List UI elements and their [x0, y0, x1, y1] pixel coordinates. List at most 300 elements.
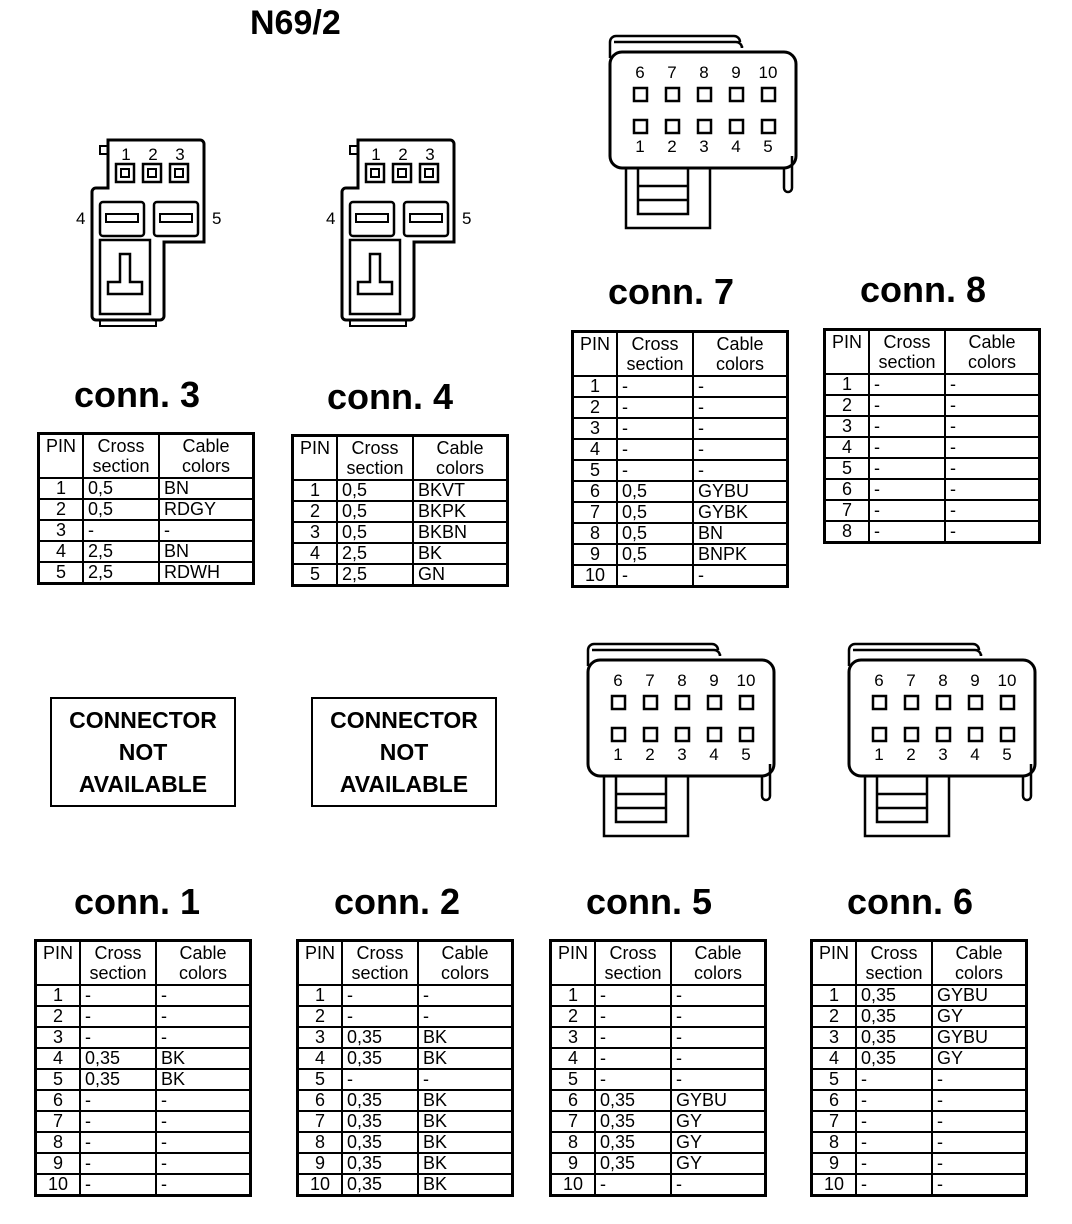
pin-label: 2: [906, 745, 916, 764]
pin-cell: 7: [36, 1111, 81, 1132]
table-row: [298, 1132, 513, 1153]
cross-section-cell: 2,5: [337, 543, 413, 564]
cross-section-cell: -: [80, 1111, 156, 1132]
pin-cell: 9: [551, 1153, 596, 1174]
cross-section-cell: -: [80, 985, 156, 1006]
pin-label: 2: [148, 145, 158, 164]
cross-section-cell: 0,35: [595, 1111, 671, 1132]
cable-color-cell: -: [671, 1069, 766, 1090]
table-row: [298, 1174, 513, 1196]
cable-color-cell: BN: [159, 478, 254, 499]
pin-label: 10: [736, 671, 756, 690]
pin-label: 2: [667, 137, 677, 156]
connector-4-drawing: [320, 132, 480, 332]
cross-section-cell: -: [856, 1090, 932, 1111]
pin-cell: 3: [573, 418, 618, 439]
pin-label: 10: [758, 63, 778, 82]
table-row: [298, 1090, 513, 1111]
cable-colors-header: Cable colors: [671, 941, 766, 986]
cable-color-cell: -: [156, 1006, 251, 1027]
pin-cell: 10: [309, 1174, 331, 1194]
cable-color-cell: -: [693, 565, 788, 587]
pin-cell: 4: [293, 543, 338, 564]
cable-color-cell: -: [671, 1006, 766, 1027]
pin-label: 4: [709, 745, 719, 764]
conn4-table: [291, 434, 509, 587]
cross-section-cell: 2,5: [83, 541, 159, 562]
table-row: [551, 1069, 766, 1090]
cable-color-cell: -: [671, 1048, 766, 1069]
pin-cell: 5: [551, 1069, 596, 1090]
conn2-not-available: [311, 697, 497, 807]
cross-section-cell: -: [80, 1153, 156, 1174]
pin-cell: 3: [812, 1027, 857, 1048]
cross-section-cell: -: [869, 374, 945, 395]
pin-cell: 4: [36, 1048, 81, 1069]
conn5-table: [549, 939, 767, 1197]
table-header-row: [573, 332, 788, 377]
conn2-table: [296, 939, 514, 1197]
pin-label: 3: [425, 145, 435, 164]
table-row: [36, 1153, 251, 1174]
pin-cell: 3: [39, 520, 84, 541]
table-row: [39, 562, 254, 584]
pin-label: 1: [371, 145, 381, 164]
table-row: [298, 1111, 513, 1132]
table-row: [825, 437, 1040, 458]
pin-header: PIN: [551, 941, 596, 986]
cross-section-cell: -: [80, 1006, 156, 1027]
pin-cell: 10: [823, 1174, 845, 1194]
cable-color-cell: -: [932, 1174, 1027, 1196]
cable-color-cell: BNPK: [693, 544, 788, 565]
pin-cell: 4: [573, 439, 618, 460]
conn7-table: [571, 330, 789, 588]
cable-colors-header: Cable colors: [156, 941, 251, 986]
cross-section-cell: 0,5: [617, 502, 693, 523]
cross-section-cell: 0,35: [856, 1027, 932, 1048]
cross-section-cell: -: [856, 1111, 932, 1132]
cable-color-cell: -: [932, 1132, 1027, 1153]
table-row: [573, 565, 788, 587]
table-row: [36, 1132, 251, 1153]
cross-section-cell: 0,5: [617, 481, 693, 502]
cross-section-cell: 0,5: [337, 522, 413, 543]
cable-color-cell: -: [156, 1090, 251, 1111]
conn2-title: conn. 2: [334, 881, 461, 922]
pin-label: 9: [970, 671, 980, 690]
pin-label: 6: [874, 671, 884, 690]
cross-section-cell: -: [869, 458, 945, 479]
table-header-row: [551, 941, 766, 986]
pin-cell: 2: [812, 1006, 857, 1027]
pin-cell: 7: [812, 1111, 857, 1132]
table-header-row: [39, 434, 254, 479]
cable-color-cell: GYBU: [932, 985, 1027, 1006]
pin-cell: 4: [825, 437, 870, 458]
cross-section-cell: 0,5: [617, 523, 693, 544]
pin-cell: 5: [825, 458, 870, 479]
pin-cell: 8: [812, 1132, 857, 1153]
pin-cell: 5: [298, 1069, 343, 1090]
table-row: [825, 479, 1040, 500]
table-row: [36, 985, 251, 1006]
cable-color-cell: -: [932, 1111, 1027, 1132]
pin-cell: 3: [551, 1027, 596, 1048]
page-title: N69/2: [250, 4, 341, 42]
pin-cell: 5: [812, 1069, 857, 1090]
pin-header: PIN: [825, 330, 870, 375]
table-row: [812, 1111, 1027, 1132]
pin-label: 4: [326, 209, 336, 228]
conn1-title: conn. 1: [74, 881, 201, 922]
pin-cell: 9: [812, 1153, 857, 1174]
cable-color-cell: GYBU: [671, 1090, 766, 1111]
pin-header: PIN: [36, 941, 81, 986]
table-row: [36, 1027, 251, 1048]
pin-cell: 7: [551, 1111, 596, 1132]
pin-cell: 8: [36, 1132, 81, 1153]
cross-section-header: Cross section: [337, 436, 413, 481]
cross-section-cell: 0,5: [83, 478, 159, 499]
connector-5-drawing: [584, 644, 784, 844]
table-row: [825, 500, 1040, 521]
pin-cell: 1: [298, 985, 343, 1006]
cable-color-cell: -: [693, 397, 788, 418]
pin-header: PIN: [298, 941, 343, 986]
cable-color-cell: BN: [693, 523, 788, 544]
pin-label: 1: [613, 745, 623, 764]
pin-cell: 6: [812, 1090, 857, 1111]
table-row: [825, 458, 1040, 479]
pin-cell: 3: [825, 416, 870, 437]
cross-section-cell: 0,35: [595, 1153, 671, 1174]
table-row: [298, 1006, 513, 1027]
cross-section-cell: -: [856, 1069, 932, 1090]
cable-color-cell: RDWH: [159, 562, 254, 584]
cross-section-cell: 0,5: [337, 480, 413, 501]
table-row: [293, 543, 508, 564]
cable-color-cell: -: [156, 1153, 251, 1174]
connector-6-drawing: [845, 644, 1045, 844]
table-row: [36, 1111, 251, 1132]
cross-section-cell: 0,5: [83, 499, 159, 520]
pin-cell: 1: [551, 985, 596, 1006]
pin-label: 5: [763, 137, 773, 156]
pin-cell: 8: [298, 1132, 343, 1153]
table-header-row: [298, 941, 513, 986]
pin-header: PIN: [293, 436, 338, 481]
cross-section-cell: -: [80, 1132, 156, 1153]
cable-color-cell: -: [159, 520, 254, 541]
cable-color-cell: -: [932, 1069, 1027, 1090]
pin-cell: 2: [39, 499, 84, 520]
cable-color-cell: -: [418, 985, 513, 1006]
pin-label: 1: [635, 137, 645, 156]
cable-color-cell: -: [945, 395, 1040, 416]
pin-cell: 3: [36, 1027, 81, 1048]
cable-color-cell: BK: [418, 1027, 513, 1048]
cable-color-cell: GY: [671, 1132, 766, 1153]
table-row: [812, 1027, 1027, 1048]
pin-label: 4: [76, 209, 86, 228]
cross-section-cell: -: [342, 985, 418, 1006]
cross-section-cell: 0,35: [595, 1090, 671, 1111]
table-row: [298, 1048, 513, 1069]
cross-section-cell: -: [80, 1174, 156, 1196]
cross-section-cell: -: [595, 1048, 671, 1069]
table-row: [812, 985, 1027, 1006]
cable-color-cell: -: [693, 439, 788, 460]
na-line-3: AVAILABLE: [78, 771, 208, 797]
cable-color-cell: -: [156, 1027, 251, 1048]
pin-label: 6: [635, 63, 645, 82]
conn6-table: [810, 939, 1028, 1197]
cable-colors-header: Cable colors: [693, 332, 788, 377]
pin-cell: 9: [36, 1153, 81, 1174]
cable-color-cell: -: [945, 521, 1040, 543]
cross-section-cell: -: [342, 1006, 418, 1027]
cable-color-cell: -: [945, 374, 1040, 395]
cable-color-cell: GYBU: [932, 1027, 1027, 1048]
pin-cell: 8: [551, 1132, 596, 1153]
table-row: [573, 439, 788, 460]
cross-section-cell: 0,35: [595, 1132, 671, 1153]
cable-color-cell: -: [932, 1090, 1027, 1111]
cross-section-cell: -: [595, 1174, 671, 1196]
pin-cell: 10: [562, 1174, 584, 1194]
cross-section-header: Cross section: [83, 434, 159, 479]
connector-7-drawing: [606, 36, 806, 236]
cable-color-cell: BN: [159, 541, 254, 562]
table-row: [298, 1069, 513, 1090]
pin-label: 5: [462, 209, 472, 228]
cross-section-cell: -: [869, 395, 945, 416]
cross-section-cell: -: [617, 460, 693, 481]
cable-color-cell: BK: [156, 1048, 251, 1069]
table-row: [812, 1006, 1027, 1027]
table-row: [573, 502, 788, 523]
pin-cell: 6: [298, 1090, 343, 1111]
cable-color-cell: -: [693, 418, 788, 439]
na-line-2: NOT: [379, 739, 429, 765]
pin-cell: 1: [573, 376, 618, 397]
table-row: [825, 395, 1040, 416]
cable-color-cell: GY: [671, 1111, 766, 1132]
table-row: [573, 523, 788, 544]
pin-label: 7: [667, 63, 677, 82]
cable-color-cell: GY: [932, 1006, 1027, 1027]
cross-section-cell: -: [83, 520, 159, 541]
cross-section-cell: 0,5: [337, 501, 413, 522]
cross-section-cell: 0,35: [80, 1069, 156, 1090]
pin-label: 7: [645, 671, 655, 690]
cross-section-cell: 0,35: [342, 1027, 418, 1048]
cross-section-cell: -: [595, 985, 671, 1006]
cross-section-cell: -: [617, 418, 693, 439]
pin-cell: 3: [298, 1027, 343, 1048]
cable-color-cell: -: [945, 458, 1040, 479]
table-row: [812, 1048, 1027, 1069]
pin-cell: 9: [298, 1153, 343, 1174]
cable-color-cell: GYBK: [693, 502, 788, 523]
pin-cell: 5: [55, 562, 66, 582]
cable-colors-header: Cable colors: [932, 941, 1027, 986]
table-row: [39, 499, 254, 520]
table-row: [812, 1132, 1027, 1153]
table-row: [551, 1090, 766, 1111]
cross-section-cell: 0,35: [342, 1153, 418, 1174]
table-row: [573, 376, 788, 397]
cross-section-cell: 2,5: [337, 564, 413, 586]
pin-cell: 5: [573, 460, 618, 481]
cable-colors-header: Cable colors: [159, 434, 254, 479]
table-row: [825, 521, 1040, 543]
conn8-table: [823, 328, 1041, 544]
table-row: [36, 1048, 251, 1069]
table-row: [298, 1153, 513, 1174]
table-row: [551, 1111, 766, 1132]
pin-label: 1: [874, 745, 884, 764]
pin-cell: 2: [573, 397, 618, 418]
table-row: [551, 1048, 766, 1069]
cross-section-cell: -: [595, 1027, 671, 1048]
cross-section-cell: -: [617, 565, 693, 587]
cross-section-cell: 0,35: [342, 1111, 418, 1132]
cable-color-cell: -: [693, 376, 788, 397]
cross-section-cell: -: [617, 376, 693, 397]
pin-label: 2: [398, 145, 408, 164]
pin-cell: 2: [551, 1006, 596, 1027]
table-row: [812, 1069, 1027, 1090]
pin-label: 3: [677, 745, 687, 764]
cross-section-cell: -: [856, 1153, 932, 1174]
na-line-3: AVAILABLE: [339, 771, 469, 797]
pin-label: 10: [997, 671, 1017, 690]
pin-cell: 9: [573, 544, 618, 565]
cross-section-header: Cross section: [856, 941, 932, 986]
cable-color-cell: BKBN: [413, 522, 508, 543]
cable-colors-header: Cable colors: [418, 941, 513, 986]
pin-cell: 4: [39, 541, 84, 562]
table-header-row: [36, 941, 251, 986]
pin-cell: 4: [551, 1048, 596, 1069]
cable-color-cell: GY: [932, 1048, 1027, 1069]
pin-cell: 2: [825, 395, 870, 416]
conn1-table: [34, 939, 252, 1197]
pin-label: 9: [709, 671, 719, 690]
table-row: [298, 1027, 513, 1048]
table-row: [293, 564, 508, 586]
cross-section-cell: -: [595, 1069, 671, 1090]
pin-label: 3: [175, 145, 185, 164]
pin-cell: 7: [573, 502, 618, 523]
conn7-title: conn. 7: [608, 271, 735, 312]
table-row: [551, 1153, 766, 1174]
conn6-title: conn. 6: [847, 881, 974, 922]
pin-label: 3: [938, 745, 948, 764]
pin-label: 5: [741, 745, 751, 764]
cross-section-cell: -: [869, 437, 945, 458]
table-row: [551, 985, 766, 1006]
cross-section-cell: -: [856, 1132, 932, 1153]
cross-section-cell: 0,35: [856, 985, 932, 1006]
pin-cell: 2: [36, 1006, 81, 1027]
cable-color-cell: BK: [418, 1153, 513, 1174]
connector-3-drawing: [70, 132, 230, 332]
pin-label: 4: [970, 745, 980, 764]
cable-color-cell: BK: [418, 1174, 513, 1196]
cross-section-cell: -: [617, 439, 693, 460]
pin-cell: 1: [825, 374, 870, 395]
cable-color-cell: -: [945, 437, 1040, 458]
cable-color-cell: BK: [413, 543, 508, 564]
pin-cell: 6: [36, 1090, 81, 1111]
cable-color-cell: -: [418, 1069, 513, 1090]
table-row: [298, 985, 513, 1006]
table-header-row: [812, 941, 1027, 986]
pin-cell: 5: [36, 1069, 81, 1090]
pin-cell: 10: [584, 565, 606, 585]
conn1-not-available: [50, 697, 236, 807]
cable-color-cell: -: [671, 985, 766, 1006]
pin-header: PIN: [812, 941, 857, 986]
cable-color-cell: -: [156, 985, 251, 1006]
pin-label: 7: [906, 671, 916, 690]
na-line-2: NOT: [118, 739, 168, 765]
pin-cell: 4: [812, 1048, 857, 1069]
cable-colors-header: Cable colors: [945, 330, 1040, 375]
pin-label: 3: [699, 137, 709, 156]
table-row: [812, 1153, 1027, 1174]
cable-color-cell: -: [671, 1027, 766, 1048]
table-row: [825, 374, 1040, 395]
cross-section-cell: -: [869, 500, 945, 521]
pin-label: 4: [731, 137, 741, 156]
pin-label: 6: [613, 671, 623, 690]
cross-section-cell: -: [856, 1174, 932, 1196]
pin-cell: 8: [573, 523, 618, 544]
pin-label: 8: [699, 63, 709, 82]
pin-header: PIN: [573, 332, 618, 377]
pin-label: 5: [212, 209, 222, 228]
pin-label: 5: [1002, 745, 1012, 764]
cross-section-cell: -: [617, 397, 693, 418]
pin-cell: 7: [298, 1111, 343, 1132]
conn3-table: [37, 432, 255, 585]
pin-cell: 1: [39, 478, 84, 499]
table-row: [39, 541, 254, 562]
table-row: [573, 418, 788, 439]
pin-cell: 2: [298, 1006, 343, 1027]
cross-section-cell: 0,35: [856, 1048, 932, 1069]
table-row: [36, 1069, 251, 1090]
table-row: [825, 416, 1040, 437]
table-row: [39, 478, 254, 499]
conn3-title: conn. 3: [74, 374, 201, 415]
cable-color-cell: -: [693, 460, 788, 481]
cable-color-cell: BK: [418, 1132, 513, 1153]
cable-color-cell: -: [945, 416, 1040, 437]
cable-color-cell: -: [156, 1174, 251, 1196]
cable-color-cell: -: [418, 1006, 513, 1027]
cross-section-header: Cross section: [80, 941, 156, 986]
cable-color-cell: -: [945, 500, 1040, 521]
table-row: [573, 544, 788, 565]
table-row: [812, 1090, 1027, 1111]
cable-color-cell: BK: [418, 1111, 513, 1132]
cable-color-cell: -: [671, 1174, 766, 1196]
